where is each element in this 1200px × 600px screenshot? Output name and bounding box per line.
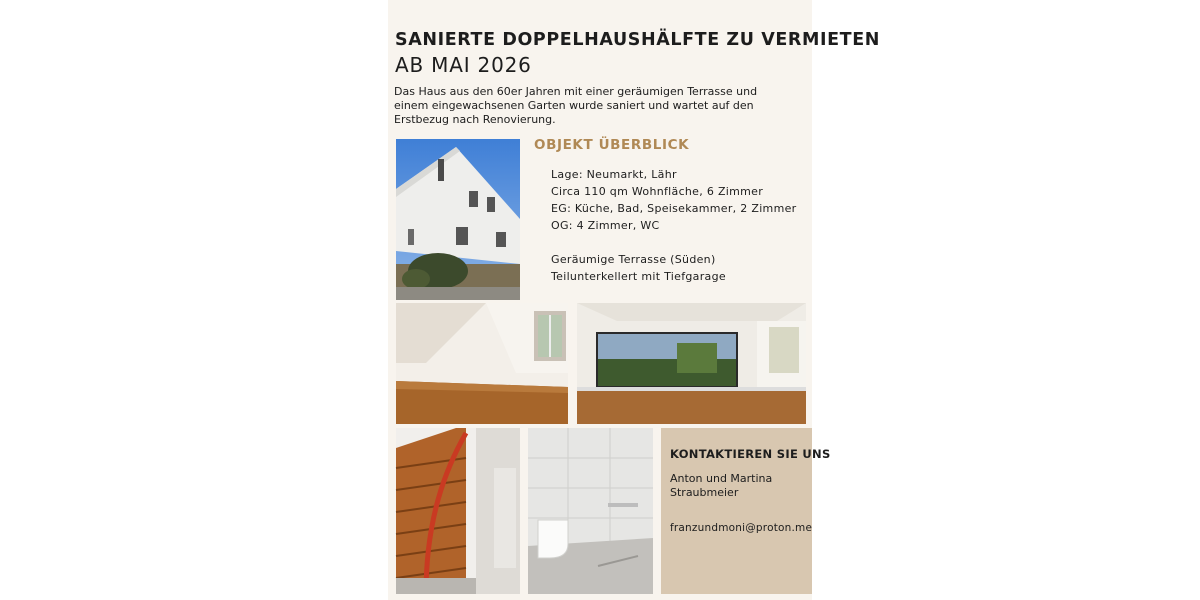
attic-room-photo: [396, 303, 568, 424]
overview-heading: OBJEKT ÜBERBLICK: [534, 137, 690, 153]
terrace-room-photo: [577, 303, 806, 424]
title-line-1: SANIERTE DOPPELHAUSHÄLFTE ZU VERMIETEN: [395, 30, 881, 50]
fact-basement: Teilunterkellert mit Tiefgarage: [551, 270, 726, 283]
listing-flyer: [388, 0, 881, 600]
contact-names: Anton und Martina Straubmeier: [670, 472, 773, 499]
staircase-photo: [396, 428, 520, 594]
contact-email-link[interactable]: franzundmoni@proton.me: [670, 522, 813, 534]
bathroom-photo: [528, 428, 653, 594]
fact-ground-floor: EG: Küche, Bad, Speisekammer, 2 Zimmer: [551, 202, 797, 215]
fact-area: Circa 110 qm Wohnfläche, 6 Zimmer: [551, 185, 764, 198]
intro-text: Das Haus aus den 60er Jahren mit einer geräumigen Terrasse und einem eingewachsenen Garten wurde saniert und wartet auf den Erstbezug nach Renovierung.: [394, 85, 758, 126]
overview-facts: [551, 166, 806, 285]
fact-location: Lage: Neumarkt, Lähr: [551, 168, 677, 181]
contact-heading: KONTAKTIEREN SIE UNS: [670, 447, 831, 461]
fact-upper-floor: OG: 4 Zimmer, WC: [551, 219, 660, 232]
fact-terrace: Geräumige Terrasse (Süden): [551, 253, 716, 266]
title-line-2: AB MAI 2026: [395, 53, 532, 77]
contact-box: [661, 428, 831, 594]
house-exterior-photo: [396, 139, 520, 300]
